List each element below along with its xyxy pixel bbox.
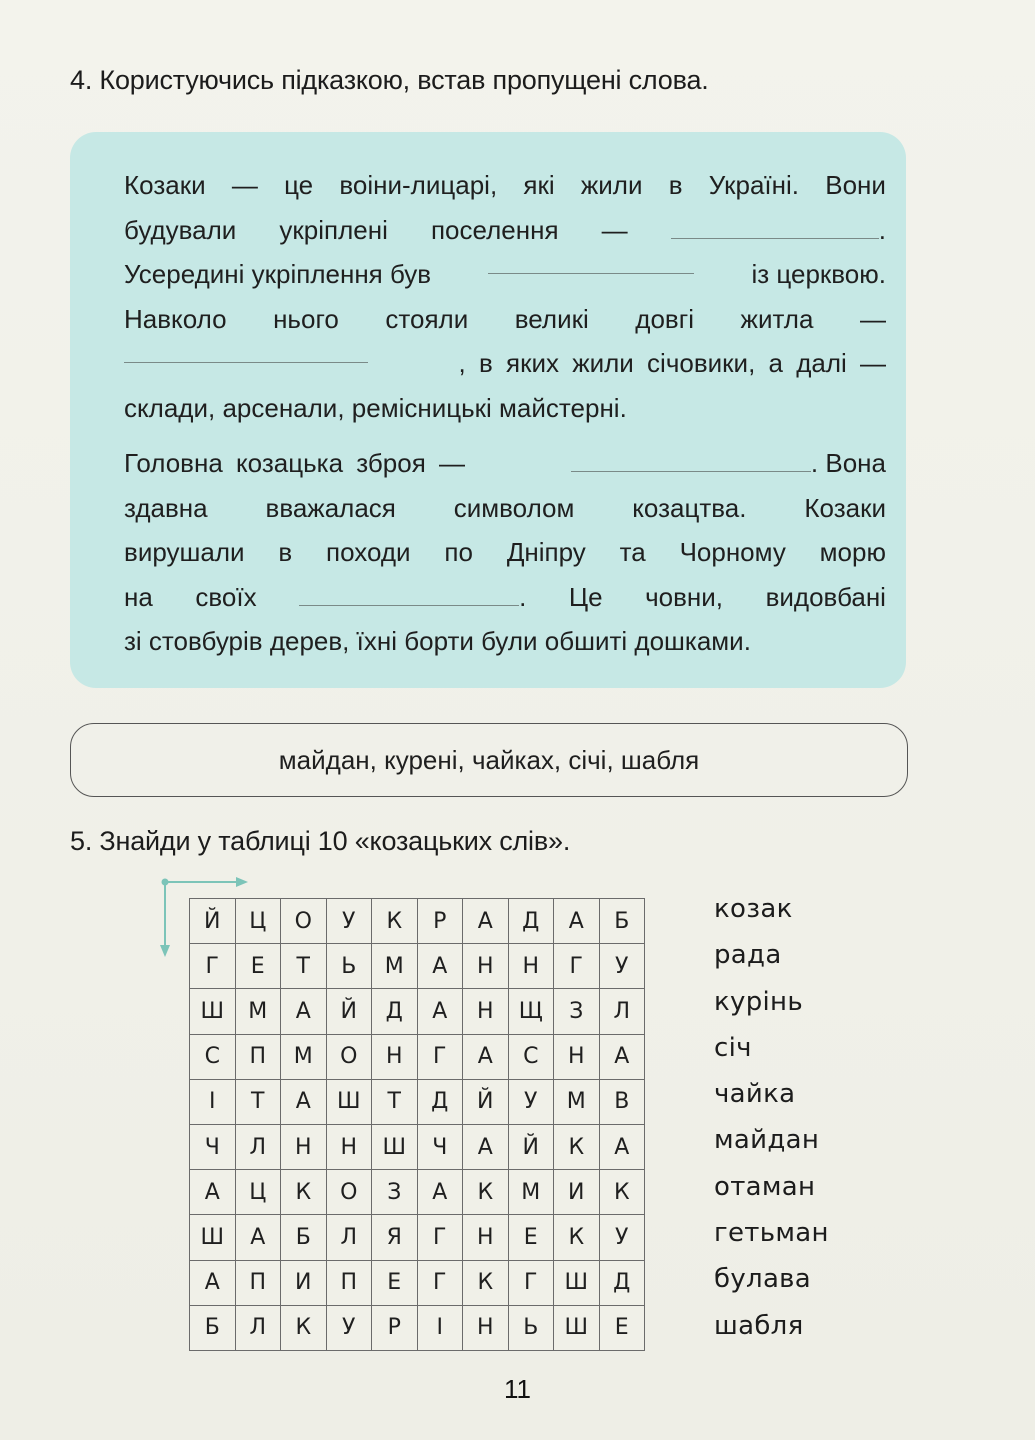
word: в	[668, 170, 683, 200]
grid-cell[interactable]: А	[599, 1124, 645, 1169]
grid-cell[interactable]: Б	[599, 899, 645, 944]
word: походи	[326, 537, 411, 567]
grid-cell[interactable]: А	[235, 1215, 281, 1260]
word: воіни-лицарі,	[339, 170, 498, 200]
text: Головна козацька зброя —	[124, 448, 466, 478]
word: Козаки	[804, 492, 886, 523]
grid-cell[interactable]: А	[281, 989, 327, 1034]
word: Чорному	[679, 537, 786, 567]
word-list-item: майдан	[714, 1125, 820, 1156]
grid-cell[interactable]: К	[281, 1305, 327, 1350]
grid-cell[interactable]: А	[417, 944, 463, 989]
grid-cell[interactable]: Н	[463, 1305, 509, 1350]
p1-line-6	[124, 386, 886, 431]
word-search-grid[interactable]	[189, 898, 645, 1351]
grid-cell[interactable]: Р	[417, 899, 463, 944]
grid-cell[interactable]: У	[508, 1079, 554, 1124]
word: які	[523, 170, 555, 200]
word: великі	[514, 303, 589, 334]
grid-cell[interactable]: И	[554, 1170, 600, 1215]
word-list-item: гетьман	[714, 1218, 829, 1249]
grid-cell[interactable]: П	[326, 1260, 372, 1305]
grid-cell[interactable]: С	[508, 1034, 554, 1079]
grid-cell[interactable]: Н	[372, 1034, 418, 1079]
grid-cell[interactable]: Ш	[554, 1305, 600, 1350]
grid-cell[interactable]: А	[417, 1170, 463, 1215]
blank-maidan[interactable]	[488, 252, 694, 274]
grid-cell[interactable]: А	[554, 899, 600, 944]
grid-cell[interactable]: В	[599, 1079, 645, 1124]
grid-cell[interactable]: Н	[508, 944, 554, 989]
p2-line-2	[124, 486, 886, 531]
word: та	[619, 537, 646, 567]
grid-cell[interactable]: Л	[235, 1305, 281, 1350]
grid-cell[interactable]: Г	[417, 1260, 463, 1305]
word: довгі	[635, 303, 694, 334]
blank-chaikakh[interactable]	[299, 584, 519, 606]
grid-cell[interactable]: Л	[326, 1215, 372, 1260]
p1-line-4	[124, 297, 886, 342]
grid-row	[190, 1170, 645, 1215]
word: будували	[124, 214, 237, 245]
grid-cell[interactable]: А	[190, 1170, 236, 1215]
grid-cell[interactable]: К	[463, 1170, 509, 1215]
grid-row	[190, 1079, 645, 1124]
word: житла	[740, 303, 814, 334]
word: символом	[453, 492, 575, 523]
word: жили	[580, 170, 643, 200]
p2-line-1	[124, 441, 886, 486]
grid-cell[interactable]: Г	[417, 1034, 463, 1079]
text: склади, арсенали, ремісницькі майстерні.	[124, 392, 627, 423]
task-5-title: 5. Знайди у таблиці 10 «козацьких слів».	[70, 826, 571, 856]
paragraph-2	[124, 441, 886, 664]
grid-cell[interactable]: К	[281, 1170, 327, 1215]
grid-cell[interactable]: Т	[372, 1079, 418, 1124]
grid-cell[interactable]: К	[463, 1260, 509, 1305]
grid-cell[interactable]: Б	[190, 1305, 236, 1350]
word: Це	[568, 581, 603, 612]
grid-row	[190, 1034, 645, 1079]
word: видовбані	[765, 581, 886, 612]
grid-cell[interactable]: Н	[281, 1124, 327, 1169]
grid-cell[interactable]: Б	[281, 1215, 327, 1260]
word-list-item: чайка	[714, 1079, 796, 1110]
grid-row	[190, 1124, 645, 1169]
grid-cell[interactable]: Ч	[190, 1124, 236, 1169]
grid-cell[interactable]: Д	[372, 989, 418, 1034]
word-list	[714, 894, 829, 1357]
grid-row	[190, 899, 645, 944]
word-list-item: курінь	[714, 986, 803, 1017]
punct: .	[878, 214, 886, 245]
grid-cell[interactable]: Т	[235, 1079, 281, 1124]
grid-cell[interactable]: М	[372, 944, 418, 989]
grid-cell[interactable]: З	[372, 1170, 418, 1215]
p2-line-5	[124, 619, 886, 664]
grid-cell[interactable]: Т	[281, 944, 327, 989]
p2-line-4: на своїх . Це човни, видовбані	[124, 575, 886, 620]
text: , в яких жили січовики, а далі —	[458, 348, 886, 378]
grid-cell[interactable]: Ш	[554, 1260, 600, 1305]
p1-line-2	[124, 208, 886, 253]
grid-cell[interactable]: Ш	[190, 989, 236, 1034]
grid-cell[interactable]: Ь	[326, 944, 372, 989]
grid-cell[interactable]: К	[554, 1124, 600, 1169]
grid-cell[interactable]: Ц	[235, 1170, 281, 1215]
word: стояли	[385, 303, 469, 334]
grid-cell[interactable]: К	[599, 1170, 645, 1215]
grid-cell[interactable]: Д	[599, 1260, 645, 1305]
grid-cell[interactable]: І	[417, 1305, 463, 1350]
grid-cell[interactable]: М	[554, 1079, 600, 1124]
grid-cell[interactable]: Й	[508, 1124, 554, 1169]
grid-cell[interactable]: А	[417, 989, 463, 1034]
text: . Вона	[810, 448, 886, 478]
grid-cell[interactable]: Е	[599, 1305, 645, 1350]
grid-cell[interactable]: У	[599, 1215, 645, 1260]
word: поселення	[430, 214, 559, 245]
grid-cell[interactable]: А	[463, 1034, 509, 1079]
word: укріплені	[279, 214, 388, 245]
word-list-item: козак	[714, 894, 793, 924]
grid-cell[interactable]: О	[281, 899, 327, 944]
text: зі стовбурів дерев, їхні борти були обшиті дошками.	[124, 626, 751, 656]
word: здавна	[124, 492, 208, 523]
grid-cell[interactable]: Д	[508, 899, 554, 944]
grid-cell[interactable]: Ш	[326, 1079, 372, 1124]
paragraph-1	[124, 163, 886, 430]
grid-cell[interactable]: А	[463, 1124, 509, 1169]
grid-cell[interactable]: А	[190, 1260, 236, 1305]
hint-words: майдан, курені, чайках, січі, шабля	[278, 744, 700, 775]
grid-cell[interactable]: М	[508, 1170, 554, 1215]
word: козацтва.	[632, 492, 747, 523]
grid-cell[interactable]: Н	[463, 944, 509, 989]
grid-cell[interactable]: П	[235, 1260, 281, 1305]
grid-cell[interactable]: Й	[190, 899, 236, 944]
word: човни,	[645, 581, 724, 612]
word-list-item: рада	[714, 940, 782, 971]
grid-cell[interactable]: С	[190, 1034, 236, 1079]
word: на	[124, 581, 153, 612]
grid-cell[interactable]: Л	[599, 989, 645, 1034]
word: вважалася	[265, 492, 396, 523]
grid-cell[interactable]: Н	[463, 1215, 509, 1260]
grid-cell[interactable]: М	[281, 1034, 327, 1079]
grid-cell[interactable]: Щ	[508, 989, 554, 1034]
grid-cell[interactable]: Д	[417, 1079, 463, 1124]
p1-line-5	[124, 341, 886, 386]
grid-cell[interactable]: Ш	[190, 1215, 236, 1260]
grid-cell[interactable]: Р	[372, 1305, 418, 1350]
grid-cell[interactable]: Н	[463, 989, 509, 1034]
task-4-title: 4. Користуючись підказкою, встав пропущені слова.	[70, 65, 709, 95]
word-list-item: шабля	[714, 1310, 804, 1341]
grid-row	[190, 1305, 645, 1350]
word: Козаки	[124, 170, 206, 200]
grid-cell[interactable]: О	[326, 1034, 372, 1079]
grid-cell[interactable]: З	[554, 989, 600, 1034]
p1-line-3	[124, 252, 886, 297]
word: це	[284, 170, 314, 200]
grid-cell[interactable]: І	[190, 1079, 236, 1124]
word: своїх	[195, 581, 257, 612]
text: із церквою.	[751, 259, 886, 289]
grid-row	[190, 944, 645, 989]
grid-cell[interactable]: А	[463, 899, 509, 944]
grid-cell[interactable]: У	[599, 944, 645, 989]
grid-cell[interactable]: Н	[554, 1034, 600, 1079]
grid-cell[interactable]: У	[326, 1305, 372, 1350]
blank-kureni[interactable]	[124, 341, 368, 363]
grid-cell[interactable]: И	[281, 1260, 327, 1305]
grid-cell[interactable]: Г	[417, 1215, 463, 1260]
grid-cell[interactable]: Г	[190, 944, 236, 989]
word: Навколо	[124, 303, 227, 334]
word: —	[859, 303, 886, 334]
grid-cell[interactable]: А	[599, 1034, 645, 1079]
grid-row	[190, 1260, 645, 1305]
grid-cell[interactable]: Л	[235, 1124, 281, 1169]
grid-cell[interactable]: Г	[554, 944, 600, 989]
word-list-item: отаман	[714, 1171, 816, 1202]
grid-cell[interactable]: Я	[372, 1215, 418, 1260]
blank-shablia[interactable]	[571, 450, 811, 472]
grid-cell[interactable]: Е	[235, 944, 281, 989]
p2-line-3	[124, 530, 886, 575]
blank-sich[interactable]	[671, 217, 879, 239]
p1-line-1	[124, 163, 886, 208]
grid-cell[interactable]: А	[281, 1079, 327, 1124]
grid-cell[interactable]: Н	[326, 1124, 372, 1169]
word-list-item: січ	[714, 1032, 752, 1063]
grid-cell[interactable]: П	[235, 1034, 281, 1079]
word: нього	[273, 303, 339, 334]
grid-cell[interactable]: Й	[463, 1079, 509, 1124]
grid-cell[interactable]: Е	[508, 1215, 554, 1260]
grid-cell[interactable]: Ь	[508, 1305, 554, 1350]
grid-row	[190, 1215, 645, 1260]
grid-cell[interactable]: Г	[508, 1260, 554, 1305]
grid-cell[interactable]: М	[235, 989, 281, 1034]
word: Дніпру	[506, 537, 586, 567]
word: морю	[819, 537, 886, 567]
word: Вони	[825, 170, 886, 200]
word: вирушали	[124, 537, 245, 567]
grid-cell[interactable]: О	[326, 1170, 372, 1215]
word: в	[278, 537, 293, 567]
grid-row	[190, 989, 645, 1034]
text: Усередині укріплення був	[124, 259, 432, 289]
grid-cell[interactable]: Е	[372, 1260, 418, 1305]
grid-cell[interactable]: К	[372, 899, 418, 944]
word: по	[444, 537, 473, 567]
word: Україні.	[708, 170, 800, 200]
hint-word-box	[70, 723, 908, 797]
grid-cell[interactable]: Ч	[417, 1124, 463, 1169]
word: —	[601, 214, 628, 245]
grid-cell[interactable]: Ш	[372, 1124, 418, 1169]
grid-cell[interactable]: К	[554, 1215, 600, 1260]
word-list-item: булава	[714, 1264, 812, 1295]
word: —	[231, 170, 258, 200]
grid-cell[interactable]: Ц	[235, 899, 281, 944]
grid-cell[interactable]: Й	[326, 989, 372, 1034]
page-number: 11	[504, 1374, 531, 1404]
grid-cell[interactable]: У	[326, 899, 372, 944]
